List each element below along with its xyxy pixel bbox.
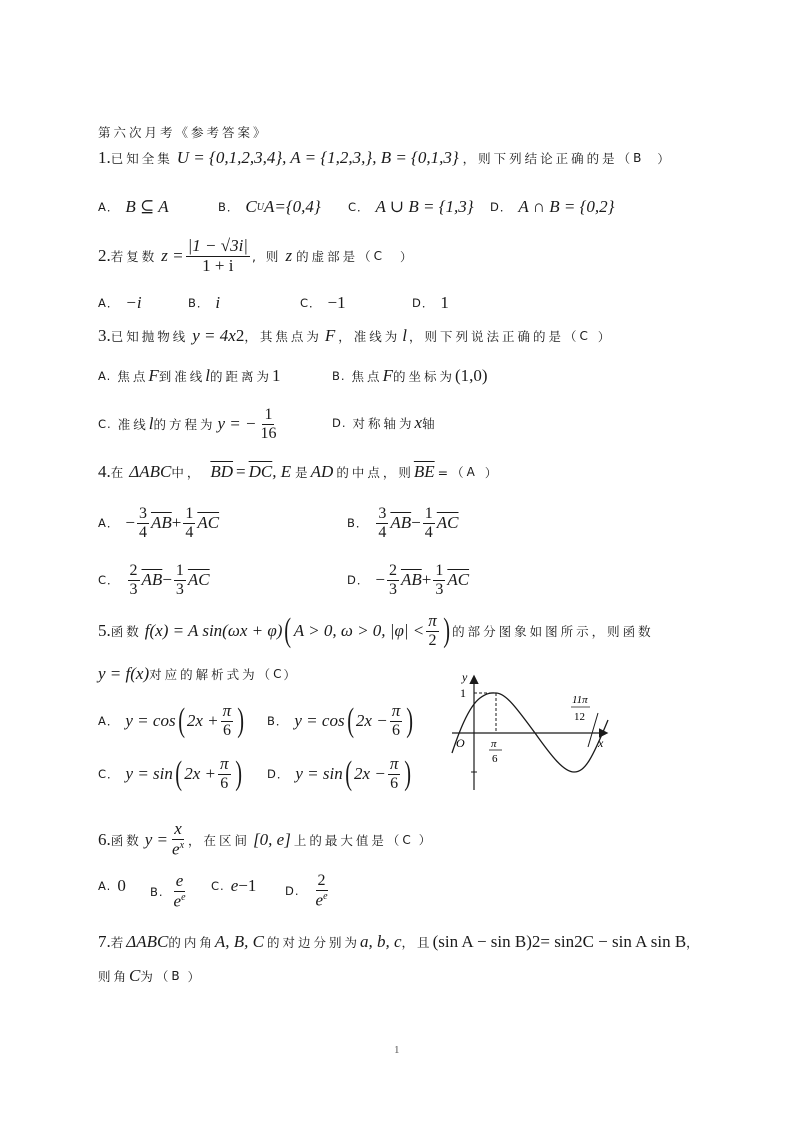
option-math: 2x − [354, 763, 386, 783]
fraction [221, 702, 234, 739]
question-5-option-b [267, 702, 416, 739]
math-expression: U = {0,1,2,3,4}, A = {1,2,3,}, B = {0,1,3} [176, 148, 459, 167]
denominator: 6 [391, 721, 400, 739]
math-expression: A, B, C [214, 932, 264, 951]
option-label: C. [98, 417, 112, 432]
question-5-stem-line2 [98, 664, 298, 684]
answer-bracket: ） [657, 151, 672, 166]
math-expression: (sin A − sin B) [432, 932, 532, 951]
math-interval: [0, e] [253, 829, 291, 849]
left-paren: ( [344, 754, 352, 792]
option-label: D． [267, 766, 290, 781]
math-operator: − [162, 570, 172, 590]
math-variable: l [148, 414, 154, 434]
zero-x-numerator: 11π [572, 694, 588, 706]
option-math: y = sin [125, 763, 173, 783]
option-label: A． [98, 516, 120, 531]
option-math: −1 [327, 293, 346, 312]
title-text: 第六次月考《参考答案》 [98, 125, 269, 140]
option-math: −i [125, 293, 142, 312]
denominator: 4 [185, 523, 194, 541]
option-math: B ⊆ A [125, 197, 169, 216]
superscript: x [179, 839, 185, 851]
option-label: C． [98, 573, 120, 588]
question-3-stem [98, 326, 612, 346]
numerator: 3 [138, 505, 147, 522]
question-number: 2. [98, 246, 111, 266]
denominator: e [315, 890, 324, 910]
question-text: 在 [110, 465, 127, 480]
option-label: B. [150, 884, 164, 899]
vector: $\overline{BD}$ [210, 462, 234, 481]
option-math: e [230, 876, 239, 895]
question-text: 函数 [110, 623, 142, 639]
denominator: 2 [428, 631, 437, 649]
fraction [387, 562, 399, 598]
option-math: A={0,4} [263, 197, 321, 216]
math-operator: + [171, 513, 182, 533]
option-math: i [215, 293, 221, 312]
question-number: 4. [98, 462, 111, 481]
question-2-option-d [412, 293, 449, 313]
question-text: 的部分图象如图所示，则函数 [452, 623, 654, 639]
vector: $\overline{AB}$ [150, 513, 172, 533]
question-text: 的对边分别为 [266, 935, 360, 950]
question-3-option-b [332, 366, 488, 386]
fraction [218, 755, 231, 792]
vector: $\overline{AB}$ [400, 570, 422, 590]
vector: $\overline{AC}$ [436, 513, 459, 533]
answer-bracket: ） [399, 249, 414, 264]
answer-bracket: ） [283, 667, 298, 682]
numerator: 2 [388, 562, 397, 579]
option-label: C． [300, 296, 322, 310]
right-paren: ) [234, 754, 242, 792]
question-1-option-d [490, 197, 614, 217]
answer-key: B [633, 151, 644, 165]
question-3-option-a [98, 366, 281, 386]
vector: $\overline{AC}$ [447, 570, 470, 590]
question-5-option-c [98, 755, 244, 792]
question-4-option-a [98, 505, 219, 541]
question-6-option-b [150, 872, 190, 911]
answer-bracket: ） [418, 833, 433, 848]
question-5-option-d [267, 755, 414, 792]
math-expression: ΔABC [129, 462, 172, 481]
question-number: 1. [98, 148, 111, 167]
denominator: 6 [220, 774, 229, 792]
option-math: A ∩ B = {0,2} [518, 197, 615, 216]
question-text: 若 [110, 935, 127, 950]
option-label: C． [98, 766, 120, 781]
question-text: 的中点，则 [336, 465, 414, 480]
question-2-option-c [300, 293, 346, 313]
question-text: 已知全集 [110, 151, 173, 166]
question-7-stem-line2 [98, 966, 202, 986]
question-text: ，则下列说法正确的是（ [408, 329, 580, 344]
subscript: U [256, 201, 264, 213]
question-text: 中， [171, 465, 203, 480]
question-text: ，其焦点为 [244, 329, 322, 344]
peak-value-label: 1 [460, 686, 466, 700]
option-text: 焦点 [117, 369, 149, 384]
origin-label: O [456, 736, 465, 750]
question-text: 的内角 [168, 935, 215, 950]
question-number: 6. [98, 829, 111, 849]
fraction [137, 505, 149, 541]
fraction [174, 562, 186, 598]
option-math: y = sin [295, 763, 343, 783]
document-title [98, 123, 269, 141]
question-text: ，在区间 [188, 832, 251, 848]
question-6-option-c [211, 876, 256, 896]
math-operator: = [236, 462, 246, 481]
denominator: 16 [260, 424, 277, 442]
math-sign: − [375, 570, 385, 590]
option-label: D． [412, 296, 435, 310]
math-condition: A > 0, ω > 0, |φ| < [293, 620, 425, 640]
question-text: 对应的解析式为（ [149, 667, 274, 682]
question-text: 为（ [140, 969, 172, 984]
option-text: 到准线 [158, 369, 206, 384]
question-5-option-a [98, 702, 247, 739]
vector: $\overline{AB}$ [141, 570, 163, 590]
fraction [426, 612, 439, 649]
option-text: 的距离为 [209, 369, 272, 384]
option-math: 2x + [184, 763, 216, 783]
numerator: x [174, 819, 182, 838]
option-value: (1,0) [454, 366, 488, 385]
numerator: 1 [424, 505, 433, 522]
superscript: −1 [238, 876, 257, 895]
option-text: 的坐标为 [392, 369, 455, 384]
math-expression: f(x) = A sin(ωx + φ) [144, 620, 283, 640]
question-number: 7. [98, 932, 111, 951]
denominator: e [172, 839, 180, 859]
option-label: B. [332, 369, 346, 383]
denominator: 3 [435, 580, 444, 598]
math-variable: l [205, 366, 210, 385]
math-expression: y = 4x [192, 326, 236, 345]
denominator: 3 [175, 580, 184, 598]
option-label: A． [98, 713, 120, 728]
answer-key: A [466, 465, 477, 479]
math-sign: − [125, 513, 135, 533]
superscript: e [181, 891, 186, 903]
left-paren: ( [175, 754, 182, 792]
question-text: ， [686, 935, 702, 950]
vector: $\overline{BE}$ [413, 462, 435, 481]
question-4-option-c [98, 562, 210, 598]
numerator: π [391, 701, 401, 720]
left-paren: ( [177, 701, 185, 739]
option-text: 轴 [422, 416, 438, 431]
option-text: 对称轴为 [352, 416, 415, 431]
math-variable: F [324, 326, 336, 345]
math-expression: = sin [540, 932, 575, 951]
math-operator: + [421, 570, 432, 590]
question-4-option-b [347, 505, 459, 541]
question-text: 函数 [110, 832, 142, 848]
denominator: 4 [138, 523, 147, 541]
question-2-option-a [98, 293, 142, 313]
question-text: ，则下列结论正确的是（ [462, 151, 634, 166]
answer-bracket: ） [187, 969, 202, 984]
option-label: C． [348, 200, 370, 214]
question-text: 的虚部是（ [296, 249, 374, 265]
math-variable: l [402, 326, 407, 345]
fraction [388, 755, 401, 792]
fraction [433, 562, 445, 598]
option-label: B． [188, 296, 210, 310]
option-value: 1 [272, 366, 281, 385]
numerator: 2 [317, 872, 326, 889]
question-text: 则角 [98, 969, 130, 984]
question-1-option-c [348, 197, 474, 217]
answer-key: B [171, 969, 182, 983]
fraction [376, 505, 388, 541]
numerator: 3 [378, 505, 387, 522]
fraction [390, 702, 403, 739]
fraction [314, 872, 330, 910]
numerator: π [389, 754, 399, 773]
question-text: =（ [437, 465, 467, 480]
superscript: 2 [531, 932, 541, 951]
question-text: , 则 [251, 249, 282, 265]
option-text: 的方程为 [153, 417, 216, 433]
option-label: A． [98, 200, 120, 214]
option-math: y = − [217, 414, 257, 434]
question-number: 3. [98, 326, 111, 345]
answer-key: C [579, 329, 590, 343]
denominator: 4 [424, 523, 433, 541]
superscript: 2 [235, 326, 245, 345]
math-variable: F [382, 366, 393, 385]
question-text: 若复数 [110, 249, 158, 265]
math-expression: ΔABC [126, 932, 169, 951]
question-3-option-d [332, 413, 438, 433]
question-2-stem [98, 237, 414, 275]
option-label: B． [347, 516, 369, 531]
answer-key: C [273, 667, 284, 681]
question-3-option-c [98, 406, 280, 442]
right-paren: ) [404, 754, 412, 792]
fraction [186, 237, 250, 275]
fraction [170, 820, 186, 859]
option-label: B． [267, 713, 289, 728]
option-label: A. [98, 879, 112, 893]
math-variable: x [414, 413, 423, 432]
superscript: 2 [574, 932, 583, 951]
denominator: 6 [222, 721, 231, 739]
numerator: e [175, 871, 184, 890]
numerator: |1 − √3i| [187, 236, 248, 255]
math-variable: F [148, 366, 159, 385]
fraction [258, 406, 278, 442]
fraction [423, 505, 435, 541]
denominator: 1 + i [202, 255, 234, 275]
fraction [128, 562, 140, 598]
answer-key: C [373, 249, 384, 264]
math-expression: a, b, c [360, 932, 402, 951]
option-label: D. [332, 416, 347, 430]
math-operator: − [411, 513, 421, 533]
math-expression: y = [144, 829, 169, 849]
denominator: 3 [129, 580, 138, 598]
numerator: 1 [175, 562, 184, 579]
sine-graph-figure [440, 665, 620, 799]
numerator: 1 [185, 505, 194, 522]
option-text: 焦点 [351, 369, 383, 384]
peak-x-numerator: π [491, 738, 497, 750]
option-math: C [245, 197, 257, 216]
vector: $\overline{AC}$ [197, 513, 220, 533]
question-6-option-d [285, 872, 332, 910]
math-expression: AD [310, 462, 334, 481]
denominator: 4 [378, 523, 387, 541]
zero-x-denominator: 12 [574, 711, 585, 723]
option-label: B． [218, 200, 240, 214]
option-label: C. [211, 879, 225, 893]
question-number: 5. [98, 620, 111, 640]
denominator: 6 [390, 774, 399, 792]
answer-bracket: ） [484, 465, 499, 480]
math-expression: C − sin A sin B [582, 932, 687, 951]
numerator: π [222, 701, 232, 720]
question-text: 上的最大值是（ [293, 832, 403, 848]
answer-key: C [402, 832, 413, 847]
math-variable: C [129, 966, 141, 985]
question-text: ，准线为 [338, 329, 401, 344]
option-label: D． [490, 200, 513, 214]
right-paren: ) [237, 701, 245, 739]
question-text: 已知抛物线 [110, 329, 189, 344]
superscript: e [323, 890, 328, 902]
question-1-stem [98, 148, 671, 168]
math-expression: , E [272, 462, 292, 481]
question-1-option-b [218, 197, 321, 217]
denominator: e [173, 891, 182, 911]
numerator: 1 [264, 406, 273, 423]
option-math: y = cos [125, 710, 176, 730]
question-1-option-a [98, 197, 169, 217]
left-paren: ( [346, 701, 354, 739]
graph-svg [440, 665, 620, 795]
vector: $\overline{AC}$ [187, 570, 210, 590]
question-7-stem [98, 932, 702, 952]
question-5-stem [98, 612, 654, 649]
option-math: 2x − [355, 710, 388, 730]
question-6-stem [98, 820, 433, 859]
y-axis-label: y [462, 670, 468, 684]
left-paren: ( [284, 611, 292, 649]
math-expression: z = [161, 246, 184, 266]
option-math: 0 [117, 876, 126, 895]
numerator: π [428, 611, 437, 630]
option-math: y = cos [294, 710, 345, 730]
question-4-option-d [347, 562, 469, 598]
right-paren: ) [443, 611, 450, 649]
option-math: 1 [440, 293, 449, 312]
vector: $\overline{DC}$ [248, 462, 273, 481]
option-label: A. [98, 369, 112, 383]
option-text: 准线 [117, 417, 149, 433]
denominator: 3 [388, 580, 397, 598]
math-variable: z [285, 246, 293, 266]
option-math: 2x + [186, 710, 219, 730]
question-4-stem [98, 462, 499, 482]
question-text: ，且 [401, 935, 433, 950]
numerator: π [220, 754, 229, 773]
option-label: D． [347, 573, 370, 588]
curve-extension [588, 713, 598, 747]
question-text: 是 [295, 465, 311, 480]
peak-x-denominator: 6 [492, 753, 498, 765]
option-math: A ∪ B = {1,3} [375, 197, 474, 216]
question-6-option-a [98, 876, 126, 896]
numerator: 1 [435, 562, 444, 579]
fraction [172, 872, 188, 911]
math-expression: y = f(x) [98, 664, 150, 683]
option-label: A． [98, 296, 120, 310]
question-2-option-b [188, 293, 220, 313]
fraction [183, 505, 195, 541]
x-axis-label: x [598, 736, 604, 750]
numerator: 2 [129, 562, 138, 579]
page-number: 1 [394, 1044, 400, 1056]
right-paren: ) [406, 701, 414, 739]
option-label: D. [285, 883, 300, 898]
answer-bracket: ） [597, 329, 612, 344]
vector: $\overline{AB}$ [390, 513, 412, 533]
